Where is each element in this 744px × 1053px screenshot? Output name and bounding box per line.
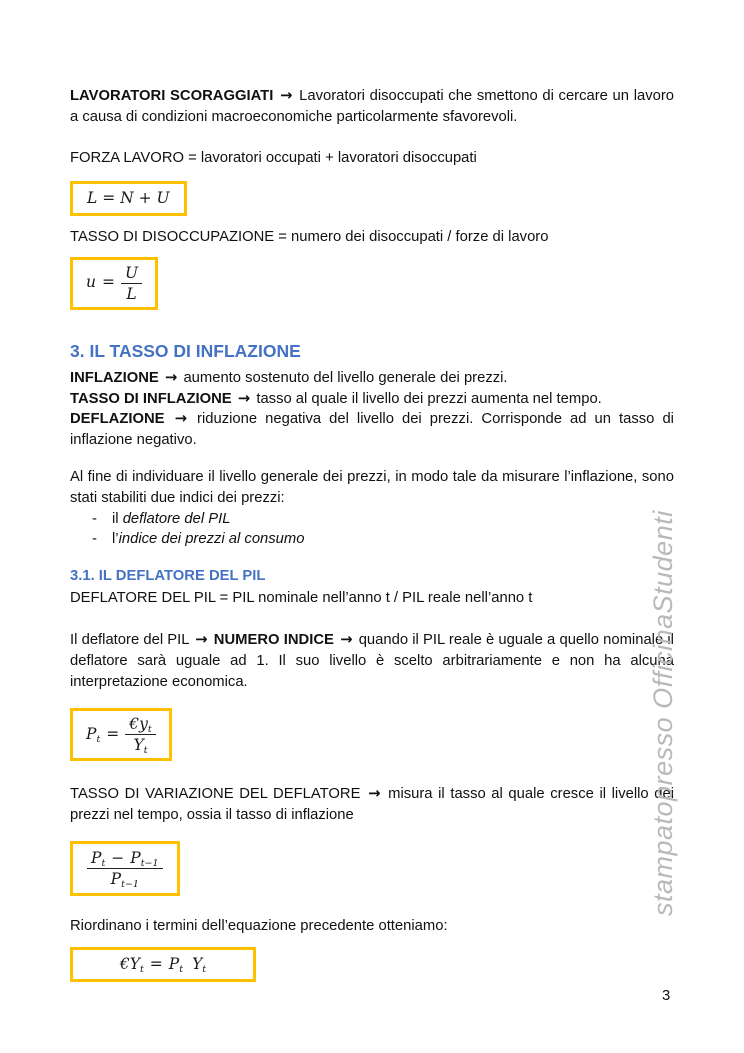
minus-sign: − [111, 849, 125, 868]
bullet-prefix: l’ [112, 531, 119, 548]
term-lavoratori-scoraggiati: LAVORATORI SCORAGGIATI [70, 88, 274, 104]
equals-sign: = [106, 724, 120, 743]
subsection-heading-deflator: 3.1. IL DEFLATORE DEL PIL [70, 567, 266, 584]
line-forza-lavoro: FORZA LAVORO = lavoratori occupati + lavoratori disoccupati [70, 150, 477, 167]
formula-P-lhs [86, 725, 100, 743]
P-t1-subscript: t−1 [140, 858, 159, 870]
P-factor-base: P [168, 954, 180, 973]
term-tasso-inflazione: TASSO DI INFLAZIONE [70, 390, 232, 407]
right-arrow-icon: → [340, 631, 353, 649]
Y-subscript: t [143, 745, 148, 757]
definition-inflazione [70, 368, 674, 389]
page-number: 3 [662, 988, 671, 1004]
line-riordinando: Riordinano i termini dell’equazione precedente otteniamo: [70, 918, 448, 935]
fraction [87, 849, 163, 891]
paragraph-numero-indice [70, 630, 674, 692]
watermark-text: stampatopresso OfficinaStudenti [648, 510, 678, 916]
formula-u-lhs: u [86, 273, 96, 292]
formula-nominal-gdp [120, 955, 206, 973]
tasso-inflazione-text: tasso al quale il livello dei prezzi aumenta nel tempo. [256, 390, 602, 407]
bullet-italic-term: indice dei prezzi al consumo [118, 531, 305, 548]
list-item-indice-prezzi [70, 529, 674, 550]
equals-sign: = [101, 273, 115, 292]
Y-base: Y [133, 736, 144, 755]
formula-row-labor-force [70, 169, 674, 217]
P-factor-subscript: t [179, 963, 184, 975]
P-base: P [86, 724, 97, 743]
bullet-dash: - [92, 510, 97, 527]
discouraged-definition-text: Lavoratori disoccupati che smettono di cercare un lavoro a causa di condizioni macroeconomiche particolarmente sfavorevoli. [70, 88, 674, 125]
P-subscript: t [96, 733, 101, 745]
right-arrow-icon: → [174, 410, 187, 428]
euro-Y-base: €Y [119, 954, 140, 973]
definition-tasso-inflazione [70, 389, 674, 410]
formula-deflator [86, 715, 156, 757]
Y-factor-subscript: t [202, 963, 207, 975]
formula-box-variation [70, 841, 180, 896]
fraction-denominator: L [126, 284, 137, 303]
term-inflazione: INFLAZIONE [70, 369, 159, 386]
equals-sign: = [149, 954, 163, 973]
formula-row-deflator [70, 692, 674, 761]
right-arrow-icon: → [237, 389, 251, 407]
formula-unemployment-rate [86, 263, 142, 303]
fraction-numerator: U [121, 264, 142, 284]
fraction-numerator [125, 715, 155, 735]
fraction [125, 715, 155, 757]
formula-box-labor-force [70, 181, 187, 217]
P-t1-base: P [130, 849, 141, 868]
numero-indice-text: quando il PIL reale è uguale a quello nominale il deflatore sarà uguale ad 1. Il suo livello è scelto arbitrariamente e non ha alcuna interpretazione economica. [70, 632, 674, 690]
definition-deflazione [70, 409, 674, 450]
formula-variation [87, 849, 163, 891]
right-arrow-icon: → [195, 631, 208, 649]
tasso-variazione-pre: TASSO DI VARIAZIONE DEL DEFLATORE [70, 786, 361, 803]
right-arrow-icon: → [280, 87, 293, 104]
paragraph-discouraged-workers [70, 86, 674, 127]
list-item-deflatore [70, 509, 674, 530]
fraction-numerator [87, 849, 163, 869]
P-t1-den-base: P [110, 870, 122, 889]
Y-factor-base: Y [192, 954, 203, 973]
term-deflazione: DEFLAZIONE [70, 411, 165, 428]
formula-row-nominal-gdp [70, 937, 674, 983]
euro-y-subscript: t [147, 724, 152, 736]
paragraph-tasso-variazione [70, 784, 674, 825]
paragraph-price-indices-intro: Al fine di individuare il livello generale dei prezzi, in modo tale da misurare l’inflazione, sono stati stabiliti due indici dei prezzi: [70, 469, 674, 506]
euro-Y-subscript: t [139, 963, 144, 975]
formula-box-deflator [70, 708, 172, 761]
formula-box-nominal-gdp [70, 947, 256, 983]
section-heading-inflation: 3. IL TASSO DI INFLAZIONE [70, 340, 301, 361]
right-arrow-icon: → [368, 785, 381, 803]
tasso-variazione-text: misura il tasso al quale cresce il livello dei prezzi nel tempo, ossia il tasso di inflazione [70, 786, 674, 823]
euro-y-base: €y [129, 715, 148, 734]
list-item-text [112, 511, 230, 527]
formula-row-unemployment [70, 248, 674, 310]
line-tasso-disoccupazione: TASSO DI DISOCCUPAZIONE = numero dei disoccupati / forze di lavoro [70, 229, 549, 246]
right-arrow-icon: → [164, 368, 178, 386]
Y-factor [192, 955, 206, 973]
P-t1-den-subscript: t−1 [121, 879, 139, 891]
P-t-base: P [91, 849, 102, 868]
bullet-prefix: il [112, 510, 123, 527]
fraction [121, 264, 142, 303]
line-deflatore-definizione: DEFLATORE DEL PIL = PIL nominale nell’anno t / PIL reale nell’anno t [70, 589, 533, 606]
formula-box-unemployment-rate [70, 257, 158, 310]
formula-row-variation [70, 825, 674, 896]
P-t-subscript: t [101, 858, 106, 870]
term-numero-indice: NUMERO INDICE [213, 632, 334, 649]
inflazione-text: aumento sostenuto del livello generale dei prezzi. [183, 369, 508, 386]
list-item-text [112, 531, 304, 547]
fraction-denominator [87, 869, 163, 891]
bullet-italic-term: deflatore del PIL [122, 510, 231, 527]
numero-indice-pre: Il deflatore del PIL [70, 632, 189, 649]
page-content [70, 0, 678, 982]
fraction-denominator [125, 735, 155, 757]
deflazione-text: riduzione negativa del livello dei prezzi. Corrisponde ad un tasso di inflazione negativo. [70, 411, 674, 448]
formula-labor-force: L = N + U [87, 188, 170, 207]
bullet-dash: - [92, 531, 97, 548]
